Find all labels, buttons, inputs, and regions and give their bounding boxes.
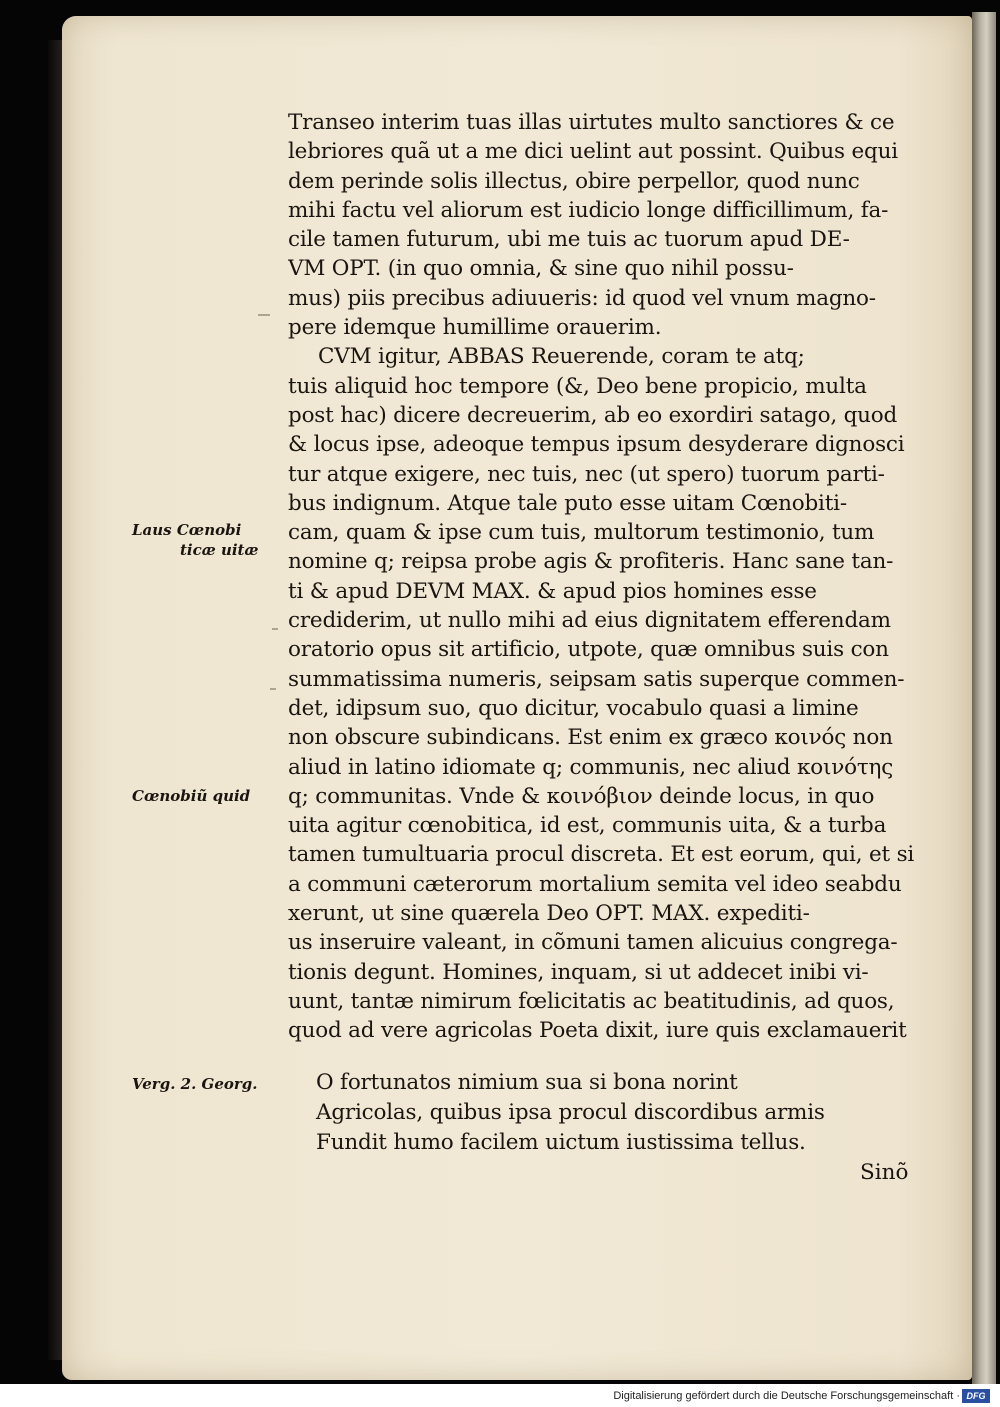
text-line: a communi cæterorum mortalium semita vel ideo seabdu bbox=[288, 871, 902, 897]
text-line: q; communitas. Vnde & κοινόβιον deinde locus, in quo bbox=[288, 783, 875, 809]
text-line: bus indignum. Atque tale puto esse uitam Cœnobiti- bbox=[288, 490, 847, 516]
text-line: quod ad vere agricolas Poeta dixit, iure quis exclamauerit bbox=[288, 1018, 907, 1044]
text-line: summatissima numeris, seipsam satis superque commen- bbox=[288, 666, 905, 692]
text-line: Transeo interim tuas illas uirtutes multo sanctiores & ce bbox=[288, 110, 895, 135]
margin-note-line: Cœnobiũ quid bbox=[132, 787, 251, 805]
text-line: mus) piis precibus adiuueris: id quod vel vnum magno- bbox=[288, 285, 876, 311]
margin-note-coenobium bbox=[132, 786, 272, 806]
text-line: us inseruire valeant, in cõmuni tamen alicuius congrega- bbox=[288, 930, 898, 956]
margin-note-line: ticæ uitæ bbox=[180, 541, 259, 559]
text-line: tionis degunt. Homines, inquam, si ut addecet inibi vi- bbox=[288, 959, 869, 985]
text-line: cam, quam & ipse cum tuis, multorum testimonio, tum bbox=[288, 520, 875, 546]
text-line: uita agitur cœnobitica, id est, communis uita, & a turba bbox=[288, 813, 887, 839]
margin-note-laus bbox=[132, 520, 272, 560]
text-line: mihi factu vel aliorum est iudicio longe difficillimum, fa- bbox=[288, 197, 889, 223]
text-line: uunt, tantæ nimirum fœlicitatis ac beatitudinis, ad quos, bbox=[288, 988, 895, 1014]
text-line: oratorio opus sit artificio, utpote, quæ omnibus suis con bbox=[288, 637, 889, 663]
text-line: pere idemque humillime orauerim. bbox=[288, 315, 662, 341]
verse-quotation bbox=[316, 1068, 916, 1158]
page-edge bbox=[972, 12, 996, 1384]
dfg-logo-icon: DFG bbox=[962, 1389, 990, 1403]
text-line: cile tamen futurum, ubi me tuis ac tuorum apud DE- bbox=[288, 227, 850, 253]
catchword: Sinõ bbox=[860, 1160, 909, 1185]
text-line: tamen tumultuaria procul discreta. Et est eorum, qui, et si bbox=[288, 842, 915, 868]
margin-note-verg bbox=[132, 1074, 272, 1094]
verse-line: Agricolas, quibus ipsa procul discordibus armis bbox=[316, 1100, 825, 1125]
text-line: tur atque exigere, nec tuis, nec (ut spero) tuorum parti- bbox=[288, 461, 885, 487]
funding-credit: Digitalisierung gefördert durch die Deutsche Forschungsgemeinschaft · bbox=[613, 1390, 960, 1402]
text-line: nomine q; reipsa probe agis & profiteris. Hanc sane tan- bbox=[288, 549, 894, 575]
margin-mark bbox=[258, 314, 270, 316]
text-line: & locus ipse, adeoque tempus ipsum desyderare dignosci bbox=[288, 432, 905, 458]
margin-mark bbox=[270, 688, 276, 690]
text-line: non obscure subindicans. Est enim ex græco κοινός non bbox=[288, 725, 893, 751]
text-line: ti & apud DEVM MAX. & apud pios homines esse bbox=[288, 578, 817, 604]
paragraph-start-line: CVM igitur, ABBAS Reuerende, coram te atq; bbox=[318, 344, 805, 370]
text-line: dem perinde solis illectus, obire perpellor, quod nunc bbox=[288, 168, 860, 194]
text-line: tuis aliquid hoc tempore (&, Deo bene propicio, multa bbox=[288, 373, 867, 399]
main-text-block bbox=[288, 108, 928, 1046]
text-line: aliud in latino idiomate q; communis, nec aliud κοινότης bbox=[288, 754, 894, 780]
text-line: det, idipsum suo, quo dicitur, vocabulo quasi a limine bbox=[288, 695, 859, 721]
text-line: post hac) dicere decreuerim, ab eo exordiri satago, quod bbox=[288, 402, 898, 428]
text-line: VM OPT. (in quo omnia, & sine quo nihil possu- bbox=[288, 256, 794, 282]
verse-line: Fundit humo facilem uictum iustissima tellus. bbox=[316, 1130, 806, 1155]
margin-note-line: Laus Cœnobi bbox=[132, 521, 242, 539]
margin-note-line: Verg. 2. Georg. bbox=[132, 1075, 258, 1093]
margin-mark bbox=[272, 628, 278, 630]
text-line: crediderim, ut nullo mihi ad eius dignitatem efferendam bbox=[288, 608, 891, 634]
text-line: lebriores quã ut a me dici uelint aut possint. Quibus equi bbox=[288, 139, 898, 165]
text-line: xerunt, ut sine quærela Deo OPT. MAX. expediti- bbox=[288, 901, 810, 927]
verse-line: O fortunatos nimium sua si bona norint bbox=[316, 1070, 738, 1095]
